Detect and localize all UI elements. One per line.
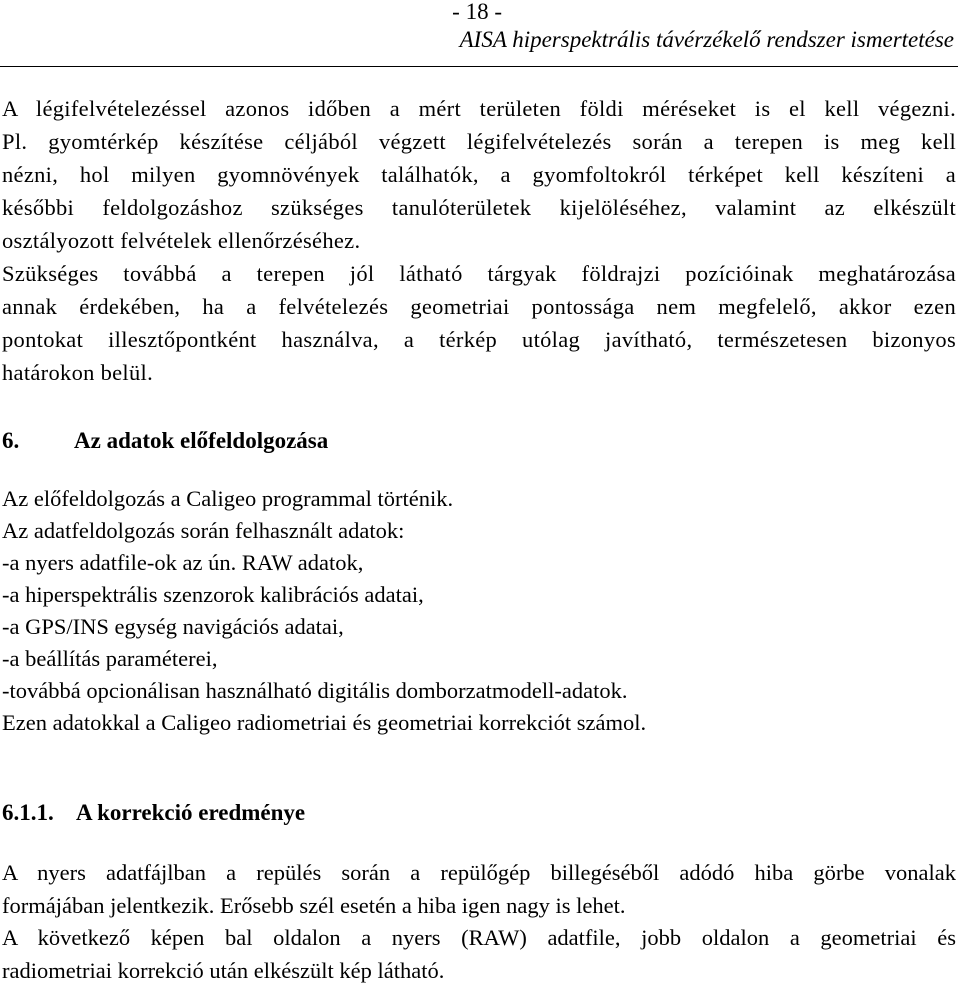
page-header <box>254 0 954 54</box>
text-line: formájában jelentkezik. Erősebb szél esetén a hiba igen nagy is lehet. <box>2 890 956 923</box>
text-line: A légifelvételezéssel azonos időben a mért területen földi méréseket is el kell végezni. <box>2 92 956 125</box>
text-line: nézni, hol milyen gyomnövények találhatók, a gyomfoltokról térképet kell készíteni a <box>2 158 956 191</box>
intro-text <box>2 92 956 389</box>
section-6-body <box>2 483 956 739</box>
text-line: Pl. gyomtérkép készítése céljából végzett légifelvételezés során a terepen is meg kell <box>2 125 956 158</box>
text-line: Az előfeldolgozás a Caligeo programmal történik. <box>2 483 956 515</box>
text-line: Szükséges továbbá a terepen jól látható tárgyak földrajzi pozícióinak meghatározása <box>2 257 956 290</box>
section-6-heading <box>2 428 328 454</box>
running-title: AISA hiperspektrális távérzékelő rendszer ismertetése <box>254 26 954 54</box>
header-rule <box>0 66 958 67</box>
text-line: Ezen adatokkal a Caligeo radiometriai és geometriai korrekciót számol. <box>2 707 956 739</box>
section-number: 6.1.1. <box>2 800 76 826</box>
text-line: A következő képen bal oldalon a nyers (RAW) adatfile, jobb oldalon a geometriai és <box>2 922 956 955</box>
section-6-1-1-body <box>2 857 956 987</box>
section-title: Az adatok előfeldolgozása <box>74 428 328 453</box>
text-line: Az adatfeldolgozás során felhasznált adatok: <box>2 515 956 547</box>
list-item: -a nyers adatfile-ok az ún. RAW adatok, <box>2 547 956 579</box>
list-item: -a beállítás paraméterei, <box>2 643 956 675</box>
list-item: -a GPS/INS egység navigációs adatai, <box>2 611 956 643</box>
paragraph-correction-result <box>2 857 956 922</box>
paragraph-image-description <box>2 922 956 987</box>
text-line: radiometriai korrekció után elkészült kép látható. <box>2 955 956 987</box>
text-line: határokon belül. <box>2 356 956 389</box>
section-number: 6. <box>2 428 74 454</box>
text-line: A nyers adatfájlban a repülés során a repülőgép billegéséből adódó hiba görbe vonalak <box>2 857 956 890</box>
page-number: - 18 - <box>254 0 954 26</box>
text-line: pontokat illesztőpontként használva, a térkép utólag javítható, természetesen bizonyos <box>2 323 956 356</box>
section-6-1-1-heading <box>2 800 305 826</box>
paragraph-reference-points <box>2 257 956 389</box>
text-line: osztályozott felvételek ellenőrzéséhez. <box>2 224 956 257</box>
section-title: A korrekció eredménye <box>76 800 305 825</box>
list-item: -a hiperspektrális szenzorok kalibrációs adatai, <box>2 579 956 611</box>
list-item: -továbbá opcionálisan használható digitális domborzatmodell-adatok. <box>2 675 956 707</box>
text-line: annak érdekében, ha a felvételezés geometriai pontossága nem megfelelő, akkor ezen <box>2 290 956 323</box>
paragraph-field-measurements <box>2 92 956 257</box>
text-line: későbbi feldolgozáshoz szükséges tanulóterületek kijelöléséhez, valamint az elkészült <box>2 191 956 224</box>
